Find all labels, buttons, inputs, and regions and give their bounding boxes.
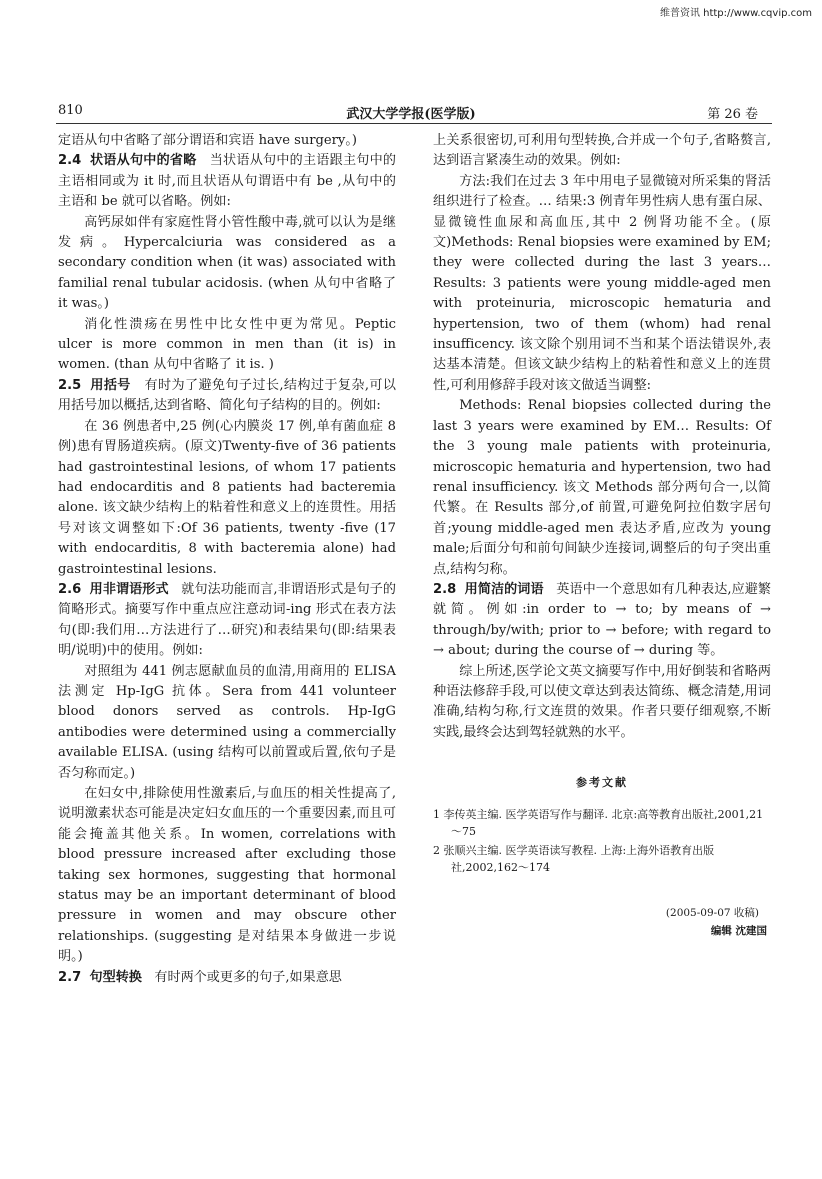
paragraph: 方法:我们在过去 3 年中用电子显微镜对所采集的肾活组织进行了检查。… 结果:3 例青年男性病人患有蛋白尿、显微镜性血尿和高血压,其中 2 例肾功能不全。(原文)Methods: Renal biopsies were examined by EM; they were collected during the last 3 years… Results: 3 patients were young middle-aged men with proteinuria, microscopic hematuria and hypertension, two of them (whom) had renal insufficency. 该文除个别用词不当和某个语法错误外,表达基本清楚。但该文缺少结构上的粘着性和意义上的连贯性,可利用修辞手段对该文做适当调整: <box>433 173 771 393</box>
reference-item: 2 张顺兴主编. 医学英语读写教程. 上海:上海外语教育出版社,2002,162～174 <box>433 843 715 874</box>
section-2-5 <box>58 376 396 417</box>
paragraph: 消化性溃疡在男性中比女性中更为常见。Peptic ulcer is more common in men than (it is) in women. (than 从句中省略了 it is. ) <box>58 316 396 373</box>
paragraph: 在妇女中,排除使用性激素后,与血压的相关性提高了,说明激素状态可能是决定妇女血压的一个重要因素,而且可能会掩盖其他关系。In women, correlations with blood pressure increased after excluding those taking sex hormones, suggesting that hormonal status may be an important determinant of blood pressure in women and may obscure other relationships. (suggesting 是对结果本身做进一步说明。) <box>58 786 396 965</box>
left-column <box>58 131 396 988</box>
section-2-7 <box>58 968 396 988</box>
watermark: 维普资讯 http://www.cqvip.com <box>659 8 812 19</box>
section-heading: 用非谓语形式 <box>89 581 169 597</box>
section-body: 当状语从句中的主语跟主句中的主语相同或为 it 时,而且状语从句谓语中有 be ,从句中的主语和 be 就可以省略。例如: <box>58 153 396 210</box>
paragraph: Methods: Renal biopsies collected during the last 3 years were examined by EM… Results: Of the 3 young male patients with proteinuria, microscopic hematuria and hypertension, two had renal insufficiency. 该文 Methods 部分两句合一,以简代繁。在 Results 部分,of 前置,可避免阿拉伯数字居句首;young middle-aged men 表达矛盾,应改为 young male;后面分句和前句间缺少连接词,调整后的句子突出重点,结构匀称。 <box>433 398 771 577</box>
section-number: 2.5 <box>58 377 82 393</box>
section-2-6 <box>58 580 396 662</box>
section-heading: 状语从句中的省略 <box>89 153 197 169</box>
section-number: 2.6 <box>58 581 82 597</box>
page-number: 810 <box>58 103 83 118</box>
volume-label: 第 26 卷 <box>707 107 758 122</box>
section-2-8 <box>433 580 771 662</box>
paragraph: 高钙尿如伴有家庭性肾小管性酸中毒,就可以认为是继发病。Hypercalciuria was considered as a secondary condition when (it was) associated with familial renal tubular acidosis. (when 从句中省略了 it was。) <box>58 214 396 312</box>
section-number: 2.8 <box>433 581 457 597</box>
section-body: 有时两个或更多的句子,如果意思 <box>154 969 342 985</box>
paragraph: 上关系很密切,可利用句型转换,合并成一个句子,省略赘言,达到语言紧凑生动的效果。例如: <box>433 133 771 169</box>
paragraph: 在 36 例患者中,25 例(心内膜炎 17 例,单有菌血症 8 例)患有胃肠道疾病。(原文)Twenty-five of 36 patients had gastrointestinal lesions, of whom 17 patients had endocarditis and 8 patients had bacteremia alone. 该文缺少结构上的粘着性和意义上的连贯性。用括号对该文调整如下:Of 36 patients, twenty -five (17 with endocarditis, 8 with bacteremia alone) had gastrointestinal lesions. <box>58 418 396 577</box>
section-heading: 用简洁的词语 <box>464 581 544 597</box>
section-body: 有时为了避免句子过长,结构过于复杂,可以用括号加以概括,达到省略、简化句子结构的目的。例如: <box>58 377 397 414</box>
section-number: 2.4 <box>58 153 82 169</box>
section-2-4 <box>58 151 396 212</box>
section-body: 就句法功能而言,非谓语形式是句子的简略形式。摘要写作中重点应注意动词-ing 形式在表方法句(即:我们用…方法进行了…研究)和表结果句(即:结果表明/说明)中的使用。例如: <box>58 581 396 659</box>
paragraph: 对照组为 441 例志愿献血员的血清,用商用的 ELISA 法测定 Hp-IgG 抗体。Sera from 441 volunteer blood donors served as controls. Hp-IgG antibodies were determined using a commercially available ELISA. (using 结构可以前置或后置,依句子是否匀称而定。) <box>58 663 396 781</box>
section-number: 2.7 <box>58 969 82 985</box>
header-rule <box>56 123 772 124</box>
paragraph: 定语从句中省略了部分谓语和宾语 have surgery。) <box>58 133 357 148</box>
right-column <box>433 131 771 940</box>
section-heading: 用括号 <box>90 377 131 393</box>
editor-credit: 编辑 沈建国 <box>710 924 767 937</box>
paragraph: 综上所述,医学论文英文摘要写作中,用好倒装和省略两种语法修辞手段,可以使文章达到表达简练、概念清楚,用词准确,结构匀称,行文连贯的效果。作者只要仔细观察,不断实践,最终会达到驾轻就熟的水平。 <box>433 663 771 740</box>
received-date: (2005-09-07 收稿) <box>665 906 759 919</box>
references-title: 参考文献 <box>576 776 628 790</box>
section-body: 英语中一个意思如有几种表达,应避繁就简。例如:in order to → to; by means of → through/by/with; prior to → before; with regard to → about; during the course of → during 等。 <box>433 581 771 659</box>
journal-title: 武汉大学学报(医学版) <box>346 107 476 122</box>
section-heading: 句型转换 <box>89 969 142 985</box>
reference-item: 1 李传英主编. 医学英语写作与翻译. 北京:高等教育出版社,2001,21～75 <box>433 807 764 838</box>
